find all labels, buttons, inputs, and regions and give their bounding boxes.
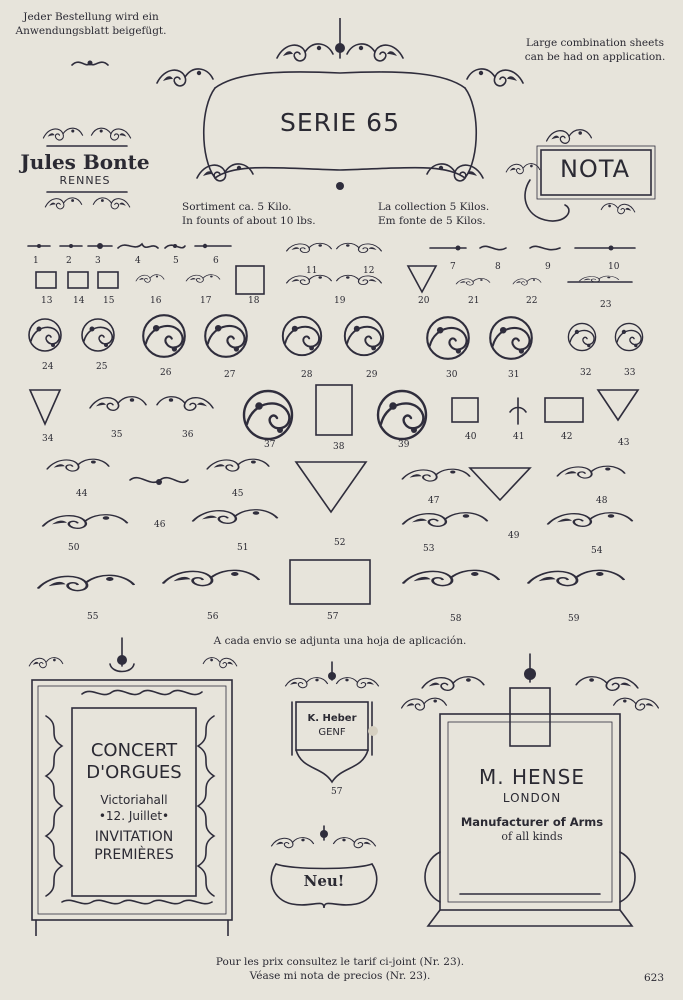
specimen-number: 2	[66, 256, 72, 266]
specimen-number: 10	[608, 262, 620, 272]
specimen-number: 22	[526, 296, 538, 306]
specimen-number: 57	[331, 787, 343, 797]
jules-name: Jules Bonte	[20, 150, 150, 174]
top-right-note-line: Large combination sheets	[526, 37, 664, 49]
specimen-number: 4	[135, 256, 141, 266]
specimen-number: 1	[33, 256, 39, 266]
hense-line1: Manufacturer of Arms	[460, 815, 604, 829]
hense-line2: of all kinds	[501, 830, 563, 843]
specimen-number: 58	[450, 614, 462, 624]
specimen-number: 41	[513, 432, 525, 442]
specimen-number: 40	[465, 432, 477, 442]
specimen-number: 20	[418, 296, 430, 306]
concert-text	[72, 740, 196, 864]
heber-city: GENF	[318, 727, 346, 738]
top-left-note	[6, 10, 176, 38]
top-right-note-line: can be had on application.	[524, 51, 666, 63]
weights-left-line: Sortiment ca. 5 Kilo.	[182, 201, 292, 213]
specimen-number: 24	[42, 362, 54, 372]
specimen-number: 50	[68, 543, 80, 553]
paper-stain	[368, 726, 378, 736]
weights-right	[378, 200, 548, 228]
specimen-number: 49	[508, 531, 520, 541]
concert-line6: PREMIÈRES	[94, 847, 174, 863]
specimen-number: 34	[42, 434, 54, 444]
specimen-number: 51	[237, 543, 249, 553]
series-title: SERIE 65	[280, 108, 400, 137]
specimen-number: 9	[545, 262, 551, 272]
specimen-number: 27	[224, 370, 236, 380]
specimen-number: 39	[398, 440, 410, 450]
specimen-number: 12	[363, 266, 375, 276]
specimen-number: 15	[103, 296, 115, 306]
hense-name: M. HENSE	[479, 765, 585, 789]
specimen-number: 7	[450, 262, 456, 272]
specimen-number: 33	[624, 368, 636, 378]
specimen-number: 44	[76, 489, 88, 499]
specimen-number: 11	[306, 266, 318, 276]
specimen-number: 25	[96, 362, 108, 372]
specimen-number: 14	[73, 296, 85, 306]
specimen-number: 16	[150, 296, 162, 306]
hense-city: LONDON	[502, 791, 562, 805]
specimen-number: 46	[154, 520, 166, 530]
specimen-number: 26	[160, 368, 172, 378]
specimen-number: 56	[207, 612, 219, 622]
footer-line: Véase mi nota de precios (Nr. 23).	[249, 970, 431, 982]
specimen-number: 52	[334, 538, 346, 548]
specimen-number: 23	[600, 300, 612, 310]
specimen-number: 35	[111, 430, 123, 440]
specimen-number: 5	[173, 256, 179, 266]
specimen-number: 6	[213, 256, 219, 266]
specimen-number: 28	[301, 370, 313, 380]
weights-right-line: Em fonte de 5 Kilos.	[378, 215, 486, 227]
specimen-number: 32	[580, 368, 592, 378]
weights-right-line: La collection 5 Kilos.	[378, 201, 490, 213]
specimen-number: 57	[327, 612, 339, 622]
specimen-number: 3	[95, 256, 101, 266]
specimen-number: 17	[200, 296, 212, 306]
specimen-number: 55	[87, 612, 99, 622]
specimen-number: 54	[591, 546, 603, 556]
concert-line1: CONCERT	[90, 740, 178, 761]
specimen-number: 48	[596, 496, 608, 506]
specimen-number: 21	[468, 296, 480, 306]
specimen-number: 13	[41, 296, 53, 306]
hense-text	[452, 764, 612, 844]
nota-label: NOTA	[559, 155, 631, 183]
specimen-number: 42	[561, 432, 573, 442]
specimen-number: 43	[618, 438, 630, 448]
neu-frame-ornament	[262, 824, 386, 914]
specimen-number: 19	[334, 296, 346, 306]
concert-line5: INVITATION	[94, 829, 174, 845]
ornament-specimens	[0, 230, 683, 625]
neu-label: Neu!	[303, 872, 345, 890]
specimen-number: 29	[366, 370, 378, 380]
top-left-note-line: Jeder Bestellung wird ein	[23, 11, 159, 23]
specimen-number: 30	[446, 370, 458, 380]
concert-line3: Victoriahall	[100, 793, 168, 807]
specimen-number: 47	[428, 496, 440, 506]
specimen-number: 37	[264, 440, 276, 450]
specimen-number: 8	[495, 262, 501, 272]
spanish-note: A cada envio se adjunta una hoja de aplicación.	[213, 635, 467, 647]
weights-left-line: In founts of about 10 lbs.	[182, 215, 316, 227]
concert-line4: •12. Juillet•	[98, 809, 170, 823]
specimen-number: 36	[182, 430, 194, 440]
jules-top-ornament	[42, 120, 132, 148]
heber-name: K. Heber	[307, 713, 357, 724]
jules-city: RENNES	[59, 174, 111, 187]
specimen-number: 59	[568, 614, 580, 624]
top-right-note	[520, 36, 670, 64]
footer-line: Pour les prix consultez le tarif ci-joint (Nr. 23).	[215, 956, 465, 968]
weights-left	[182, 200, 352, 228]
specimen-number: 31	[508, 370, 520, 380]
specimen-number: 38	[333, 442, 345, 452]
footer	[180, 955, 500, 983]
small-ornament	[70, 55, 110, 75]
specimen-number: 53	[423, 544, 435, 554]
page-number: 623	[644, 972, 665, 984]
specimen-number: 18	[248, 296, 260, 306]
heber-text	[296, 712, 368, 740]
concert-line2: D'ORGUES	[86, 762, 182, 783]
jules-bottom-ornament	[42, 190, 132, 214]
top-left-note-line: Anwendungsblatt beigefügt.	[15, 25, 167, 37]
specimen-number: 45	[232, 489, 244, 499]
